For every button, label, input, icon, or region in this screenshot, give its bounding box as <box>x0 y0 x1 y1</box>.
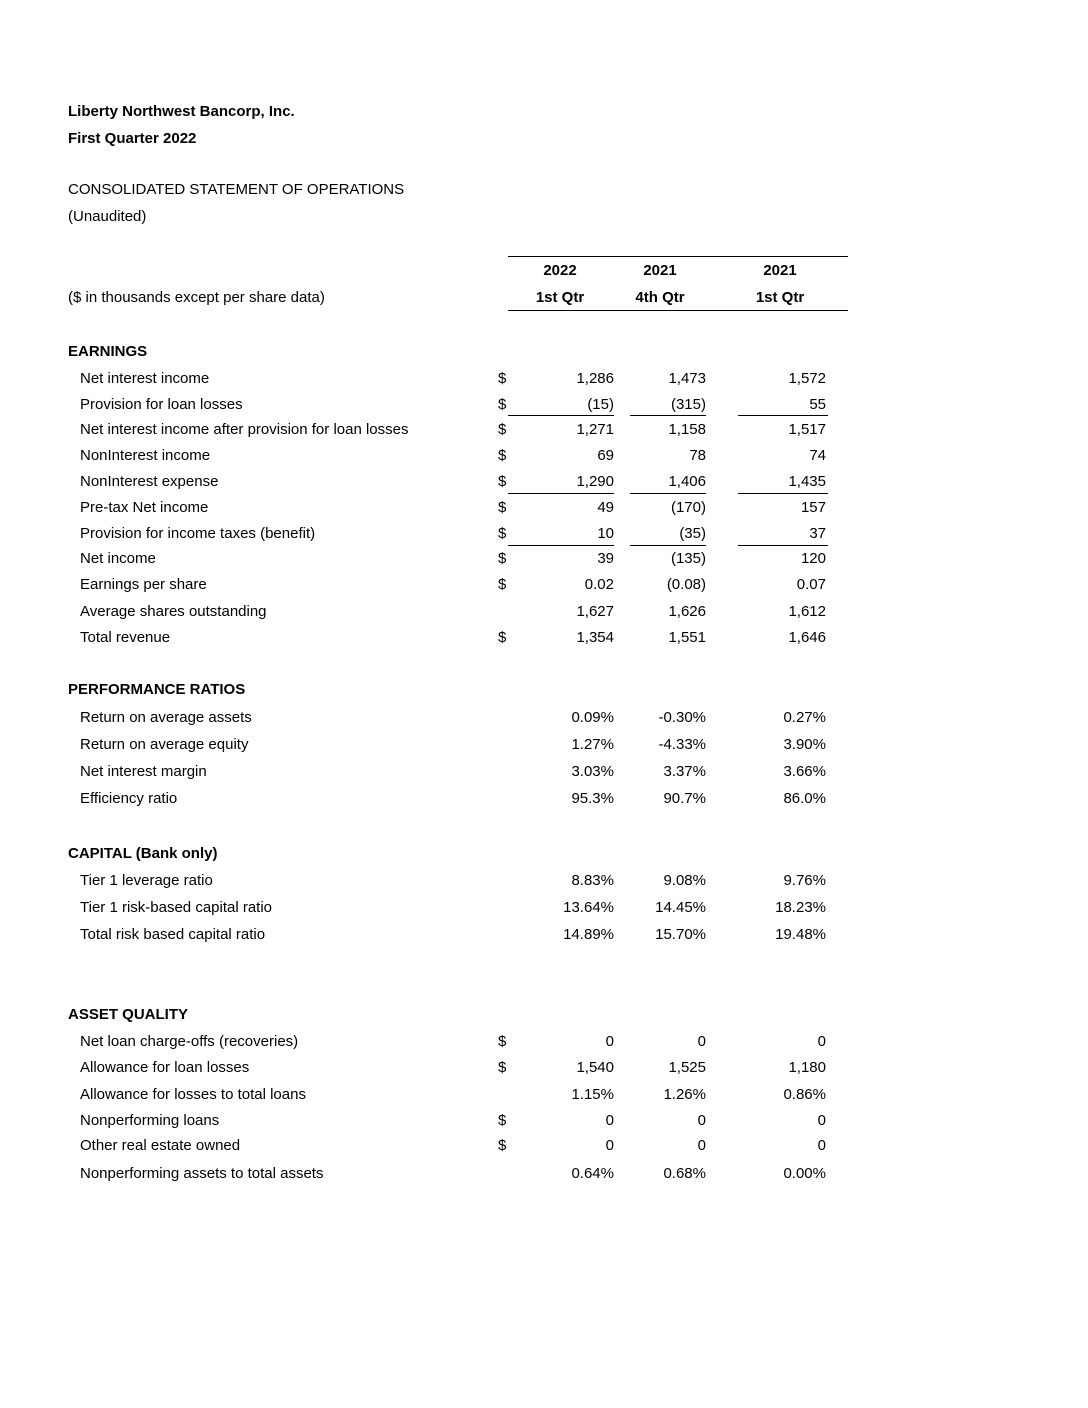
dollar-sign: $ <box>498 525 507 542</box>
underline-taxes-col1 <box>508 545 614 546</box>
row-label: Nonperforming loans <box>80 1112 220 1129</box>
row-value-col1: 1,286 <box>576 370 614 387</box>
row-value-col3: 1,435 <box>788 473 826 490</box>
row-value-col2: 14.45% <box>655 899 706 916</box>
row-value-col1: 0.09% <box>571 709 614 726</box>
row-value-col3: 0.00% <box>783 1165 826 1182</box>
row-value-col1: 1,290 <box>576 473 614 490</box>
underline-expense-col1 <box>508 493 614 494</box>
row-value-col2: 0 <box>697 1112 706 1129</box>
header-top-rule <box>508 256 848 257</box>
row-label: Net loan charge-offs (recoveries) <box>80 1033 299 1050</box>
underline-taxes-col3 <box>738 545 828 546</box>
row-value-col2: 1,551 <box>668 629 706 646</box>
row-value-col1: 1,627 <box>576 603 614 620</box>
row-value-col3: 74 <box>809 447 826 464</box>
units-note: ($ in thousands except per share data) <box>68 289 325 306</box>
row-value-col1: 69 <box>597 447 614 464</box>
dollar-sign: $ <box>498 370 507 387</box>
dollar-sign: $ <box>498 629 507 646</box>
audit-note: (Unaudited) <box>68 208 147 225</box>
column-year-3: 2021 <box>763 262 797 279</box>
column-year-1: 2022 <box>543 262 577 279</box>
row-value-col1: 8.83% <box>571 872 614 889</box>
row-label: Net income <box>80 550 156 567</box>
row-value-col1: 1,540 <box>576 1059 614 1076</box>
row-value-col1: 39 <box>597 550 614 567</box>
section-title-capital: CAPITAL (Bank only) <box>68 845 218 862</box>
dollar-sign: $ <box>498 473 507 490</box>
row-label: Net interest income after provision for loan losses <box>80 421 409 438</box>
row-value-col3: 3.66% <box>783 763 826 780</box>
row-label: Nonperforming assets to total assets <box>80 1165 324 1182</box>
row-label: Pre-tax Net income <box>80 499 209 516</box>
row-value-col3: 1,646 <box>788 629 826 646</box>
row-value-col2: (35) <box>679 525 706 542</box>
dollar-sign: $ <box>498 1033 507 1050</box>
row-value-col2: 1,406 <box>668 473 706 490</box>
row-value-col1: 95.3% <box>571 790 614 807</box>
row-value-col3: 0.86% <box>783 1086 826 1103</box>
underline-provision-col1 <box>508 415 614 416</box>
row-value-col1: 1.27% <box>571 736 614 753</box>
report-period: First Quarter 2022 <box>68 130 197 147</box>
row-value-col1: 1,354 <box>576 629 614 646</box>
dollar-sign: $ <box>498 396 507 413</box>
dollar-sign: $ <box>498 499 507 516</box>
row-label: Allowance for loan losses <box>80 1059 250 1076</box>
row-value-col2: 1.26% <box>663 1086 706 1103</box>
row-value-col2: 1,626 <box>668 603 706 620</box>
row-value-col2: 9.08% <box>663 872 706 889</box>
row-value-col3: 1,612 <box>788 603 826 620</box>
row-value-col1: 3.03% <box>571 763 614 780</box>
row-value-col1: 0 <box>605 1137 614 1154</box>
row-value-col2: 1,158 <box>668 421 706 438</box>
dollar-sign: $ <box>498 1112 507 1129</box>
underline-taxes-col2 <box>630 545 706 546</box>
row-value-col1: 1,271 <box>576 421 614 438</box>
header-bottom-rule <box>508 310 848 311</box>
row-value-col2: 90.7% <box>663 790 706 807</box>
row-label: Net interest income <box>80 370 210 387</box>
row-label: Provision for income taxes (benefit) <box>80 525 316 542</box>
row-value-col2: 15.70% <box>655 926 706 943</box>
row-value-col3: 37 <box>809 525 826 542</box>
row-label: Other real estate owned <box>80 1137 241 1154</box>
row-value-col3: 0.07 <box>796 576 826 593</box>
row-value-col1: 0.02 <box>584 576 614 593</box>
dollar-sign: $ <box>498 447 507 464</box>
underline-expense-col3 <box>738 493 828 494</box>
statement-title: CONSOLIDATED STATEMENT OF OPERATIONS <box>68 181 405 198</box>
row-label: Allowance for losses to total loans <box>80 1086 306 1103</box>
row-value-col3: 55 <box>809 396 826 413</box>
row-label: Tier 1 risk-based capital ratio <box>80 899 273 916</box>
row-value-col2: 0 <box>697 1033 706 1050</box>
section-title-earnings: EARNINGS <box>68 343 148 360</box>
row-label: Net interest margin <box>80 763 207 780</box>
row-value-col3: 18.23% <box>775 899 826 916</box>
row-label: Tier 1 leverage ratio <box>80 872 213 889</box>
row-value-col2: -4.33% <box>658 736 706 753</box>
row-value-col3: 0 <box>817 1112 826 1129</box>
dollar-sign: $ <box>498 576 507 593</box>
row-label: NonInterest income <box>80 447 211 464</box>
underline-provision-col2 <box>630 415 706 416</box>
row-value-col3: 19.48% <box>775 926 826 943</box>
row-value-col1: 1.15% <box>571 1086 614 1103</box>
section-title-asset-quality: ASSET QUALITY <box>68 1006 189 1023</box>
row-label: Average shares outstanding <box>80 603 267 620</box>
row-value-col2: (315) <box>670 396 706 413</box>
row-value-col3: 9.76% <box>783 872 826 889</box>
dollar-sign: $ <box>498 1137 507 1154</box>
row-value-col3: 1,517 <box>788 421 826 438</box>
row-value-col1: (15) <box>587 396 614 413</box>
row-value-col1: 14.89% <box>563 926 614 943</box>
row-value-col2: (170) <box>670 499 706 516</box>
row-label: NonInterest expense <box>80 473 219 490</box>
row-label: Total risk based capital ratio <box>80 926 266 943</box>
dollar-sign: $ <box>498 421 507 438</box>
row-value-col2: (135) <box>670 550 706 567</box>
row-value-col2: -0.30% <box>658 709 706 726</box>
section-title-performance-ratios: PERFORMANCE RATIOS <box>68 681 246 698</box>
row-value-col3: 1,180 <box>788 1059 826 1076</box>
column-quarter-1: 1st Qtr <box>535 289 585 306</box>
row-value-col2: (0.08) <box>666 576 706 593</box>
row-value-col2: 0 <box>697 1137 706 1154</box>
row-label: Earnings per share <box>80 576 207 593</box>
row-value-col1: 0 <box>605 1033 614 1050</box>
row-value-col1: 13.64% <box>563 899 614 916</box>
row-label: Provision for loan losses <box>80 396 243 413</box>
row-value-col3: 1,572 <box>788 370 826 387</box>
row-value-col1: 0.64% <box>571 1165 614 1182</box>
row-value-col2: 3.37% <box>663 763 706 780</box>
row-value-col3: 0.27% <box>783 709 826 726</box>
column-quarter-2: 4th Qtr <box>635 289 685 306</box>
underline-provision-col3 <box>738 415 828 416</box>
row-value-col3: 157 <box>800 499 826 516</box>
dollar-sign: $ <box>498 550 507 567</box>
row-value-col3: 0 <box>817 1137 826 1154</box>
row-label: Return on average assets <box>80 709 252 726</box>
row-value-col1: 10 <box>597 525 614 542</box>
row-value-col2: 1,525 <box>668 1059 706 1076</box>
row-label: Efficiency ratio <box>80 790 178 807</box>
row-value-col1: 49 <box>597 499 614 516</box>
row-label: Return on average equity <box>80 736 249 753</box>
company-name: Liberty Northwest Bancorp, Inc. <box>68 103 295 120</box>
row-label: Total revenue <box>80 629 171 646</box>
row-value-col3: 86.0% <box>783 790 826 807</box>
row-value-col3: 0 <box>817 1033 826 1050</box>
row-value-col3: 120 <box>800 550 826 567</box>
column-year-2: 2021 <box>643 262 677 279</box>
dollar-sign: $ <box>498 1059 507 1076</box>
row-value-col3: 3.90% <box>783 736 826 753</box>
row-value-col2: 78 <box>689 447 706 464</box>
column-quarter-3: 1st Qtr <box>755 289 805 306</box>
row-value-col1: 0 <box>605 1112 614 1129</box>
underline-expense-col2 <box>630 493 706 494</box>
row-value-col2: 0.68% <box>663 1165 706 1182</box>
row-value-col2: 1,473 <box>668 370 706 387</box>
